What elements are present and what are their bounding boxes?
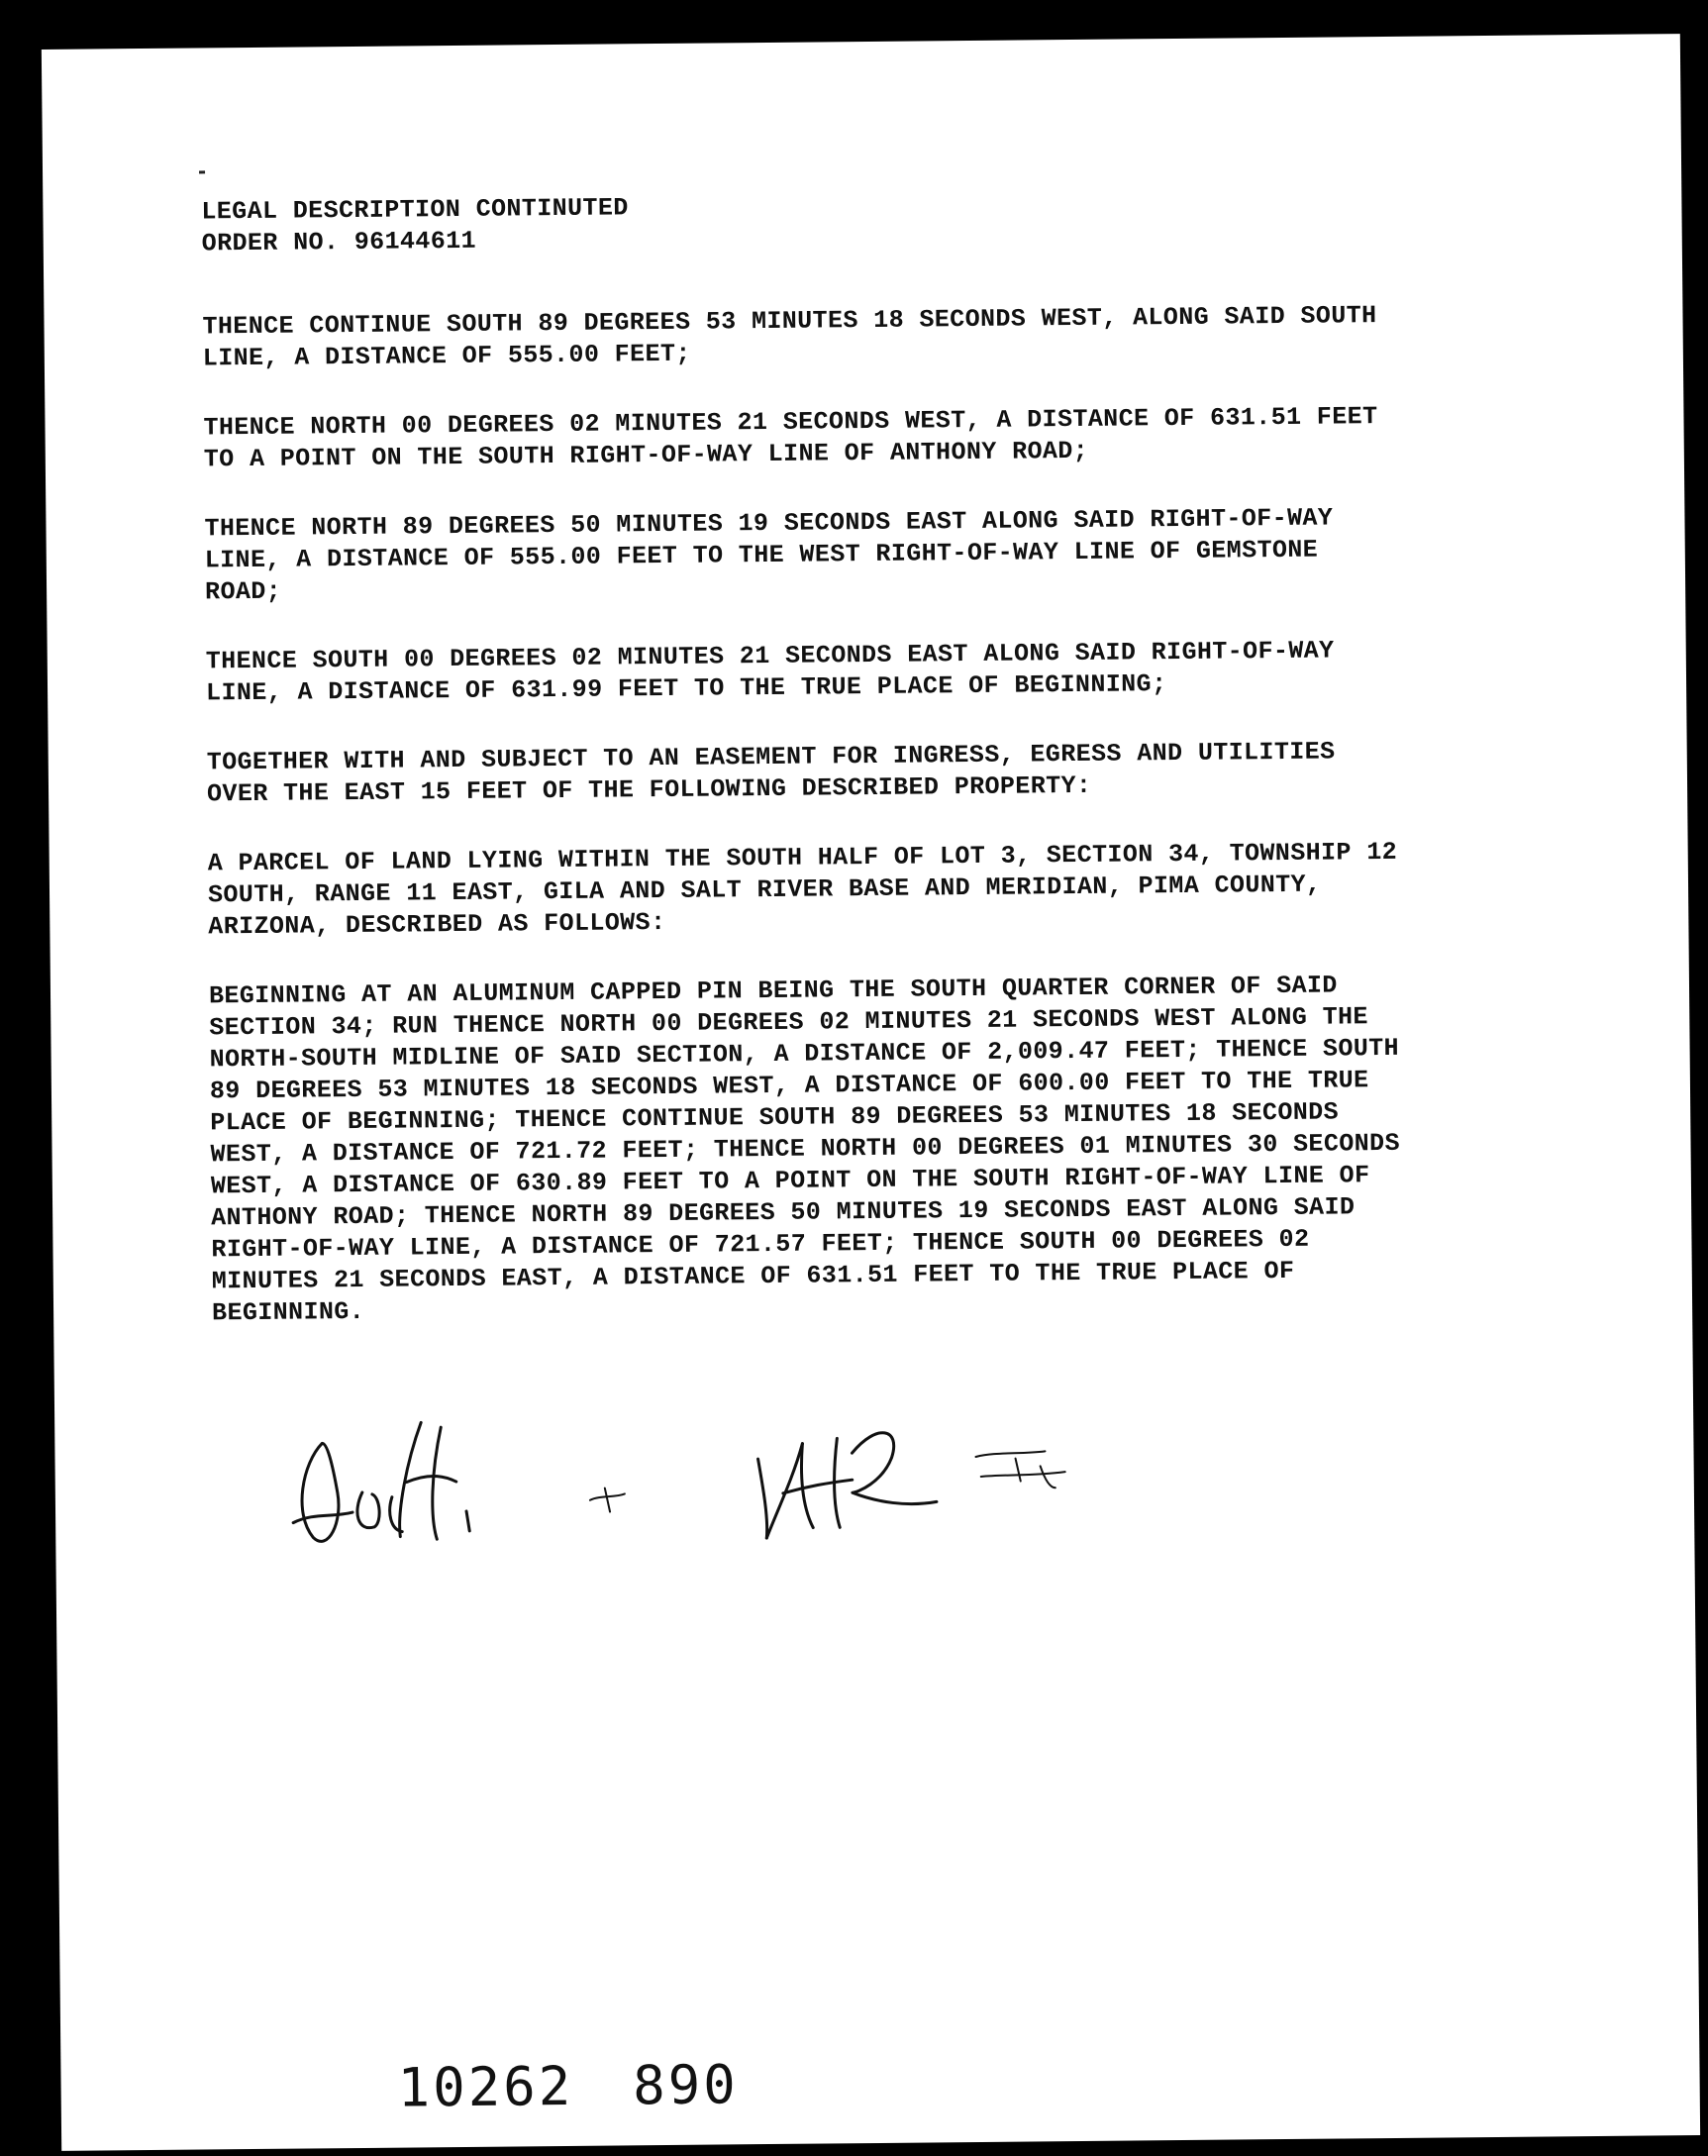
paragraph-3	[204, 501, 1482, 608]
signature-stroke	[975, 1451, 1045, 1457]
text-line: THENCE NORTH 00 DEGREES 02 MINUTES 21 SECONDS WEST, A DISTANCE OF 631.51 FEET	[203, 402, 1378, 443]
text-line: PLACE OF BEGINNING; THENCE CONTINUE SOUTH 89 DEGREES 53 MINUTES 18 SECONDS	[210, 1097, 1340, 1138]
book-number: 10262	[397, 2054, 574, 2119]
text-line: A PARCEL OF LAND LYING WITHIN THE SOUTH HALF OF LOT 3, SECTION 34, TOWNSHIP 12	[207, 837, 1398, 878]
signature-stroke	[1016, 1459, 1021, 1482]
order-number: ORDER NO. 96144611	[201, 226, 477, 258]
text-line: NORTH-SOUTH MIDLINE OF SAID SECTION, A DISTANCE OF 2,009.47 FEET; THENCE SOUTH	[209, 1033, 1400, 1075]
signature-stroke	[852, 1432, 937, 1504]
signature-stroke	[466, 1511, 469, 1531]
signature-stroke	[432, 1427, 442, 1539]
signature-stroke	[981, 1472, 1065, 1477]
text-line: ARIZONA, DESCRIBED AS FOLLOWS:	[208, 907, 666, 942]
text-line: BEGINNING.	[211, 1296, 365, 1328]
text-line: RIGHT-OF-WAY LINE, A DISTANCE OF 721.57 FEET; THENCE SOUTH 00 DEGREES 02	[211, 1224, 1310, 1265]
handwritten-signatures	[282, 1395, 1174, 1553]
text-line: SECTION 34; RUN THENCE NORTH 00 DEGREES 02 MINUTES 21 SECONDS WEST ALONG THE	[209, 1002, 1369, 1043]
text-line: THENCE SOUTH 00 DEGREES 02 MINUTES 21 SECONDS EAST ALONG SAID RIGHT-OF-WAY	[205, 636, 1335, 676]
signature-stroke	[758, 1459, 767, 1538]
text-line: ROAD;	[204, 576, 282, 607]
paragraph-6	[208, 836, 1486, 943]
text-line: THENCE CONTINUE SOUTH 89 DEGREES 53 MINUTES 18 SECONDS WEST, ALONG SAID SOUTH	[202, 301, 1377, 342]
text-line: 89 DEGREES 53 MINUTES 18 SECONDS WEST, A DISTANCE OF 600.00 FEET TO THE TRUE	[209, 1066, 1369, 1106]
page-number: 890	[632, 2053, 740, 2117]
signature-stroke	[783, 1480, 853, 1493]
stray-mark	[199, 170, 205, 173]
signature-stroke	[1041, 1466, 1055, 1488]
text-line: ANTHONY ROAD; THENCE NORTH 89 DEGREES 50 MINUTES 19 SECONDS EAST ALONG SAID	[211, 1192, 1356, 1233]
text-line: SOUTH, RANGE 11 EAST, GILA AND SALT RIVER BASE AND MERIDIAN, PIMA COUNTY,	[207, 870, 1322, 910]
signatures	[282, 1395, 1174, 1553]
text-line: TO A POINT ON THE SOUTH RIGHT-OF-WAY LINE OF ANTHONY ROAD;	[203, 436, 1089, 474]
text-line: MINUTES 21 SECONDS EAST, A DISTANCE OF 631.51 FEET TO THE TRUE PLACE OF	[211, 1256, 1295, 1296]
text-line: BEGINNING AT AN ALUMINUM CAPPED PIN BEING THE SOUTH QUARTER CORNER OF SAID	[208, 971, 1338, 1011]
text-line: LINE, A DISTANCE OF 555.00 FEET;	[202, 339, 691, 373]
signature-stroke	[357, 1492, 380, 1528]
document-page	[42, 34, 1700, 2151]
text-line: LINE, A DISTANCE OF 631.99 FEET TO THE TRUE PLACE OF BEGINNING;	[205, 669, 1167, 708]
text-line: LINE, A DISTANCE OF 555.00 FEET TO THE WEST RIGHT-OF-WAY LINE OF GEMSTONE	[204, 535, 1319, 575]
document-title: LEGAL DESCRIPTION CONTINUTED	[201, 193, 629, 227]
paragraph-7	[209, 969, 1489, 1329]
signature-stroke	[605, 1489, 610, 1512]
book-page-number	[397, 2053, 739, 2118]
legal-description	[201, 184, 1489, 1329]
text-line: OVER THE EAST 15 FEET OF THE FOLLOWING DESCRIBED PROPERTY:	[206, 770, 1092, 809]
text-line: THENCE NORTH 89 DEGREES 50 MINUTES 19 SECONDS EAST ALONG SAID RIGHT-OF-WAY	[204, 503, 1334, 544]
signature-stroke	[407, 1476, 456, 1482]
text-line: WEST, A DISTANCE OF 721.72 FEET; THENCE NORTH 00 DEGREES 01 MINUTES 30 SECONDS	[210, 1128, 1401, 1170]
text-line: WEST, A DISTANCE OF 630.89 FEET TO A POINT ON THE SOUTH RIGHT-OF-WAY LINE OF	[210, 1161, 1370, 1201]
signature-stroke	[301, 1443, 339, 1541]
text-line: TOGETHER WITH AND SUBJECT TO AN EASEMENT FOR INGRESS, EGRESS AND UTILITIES	[206, 737, 1336, 777]
